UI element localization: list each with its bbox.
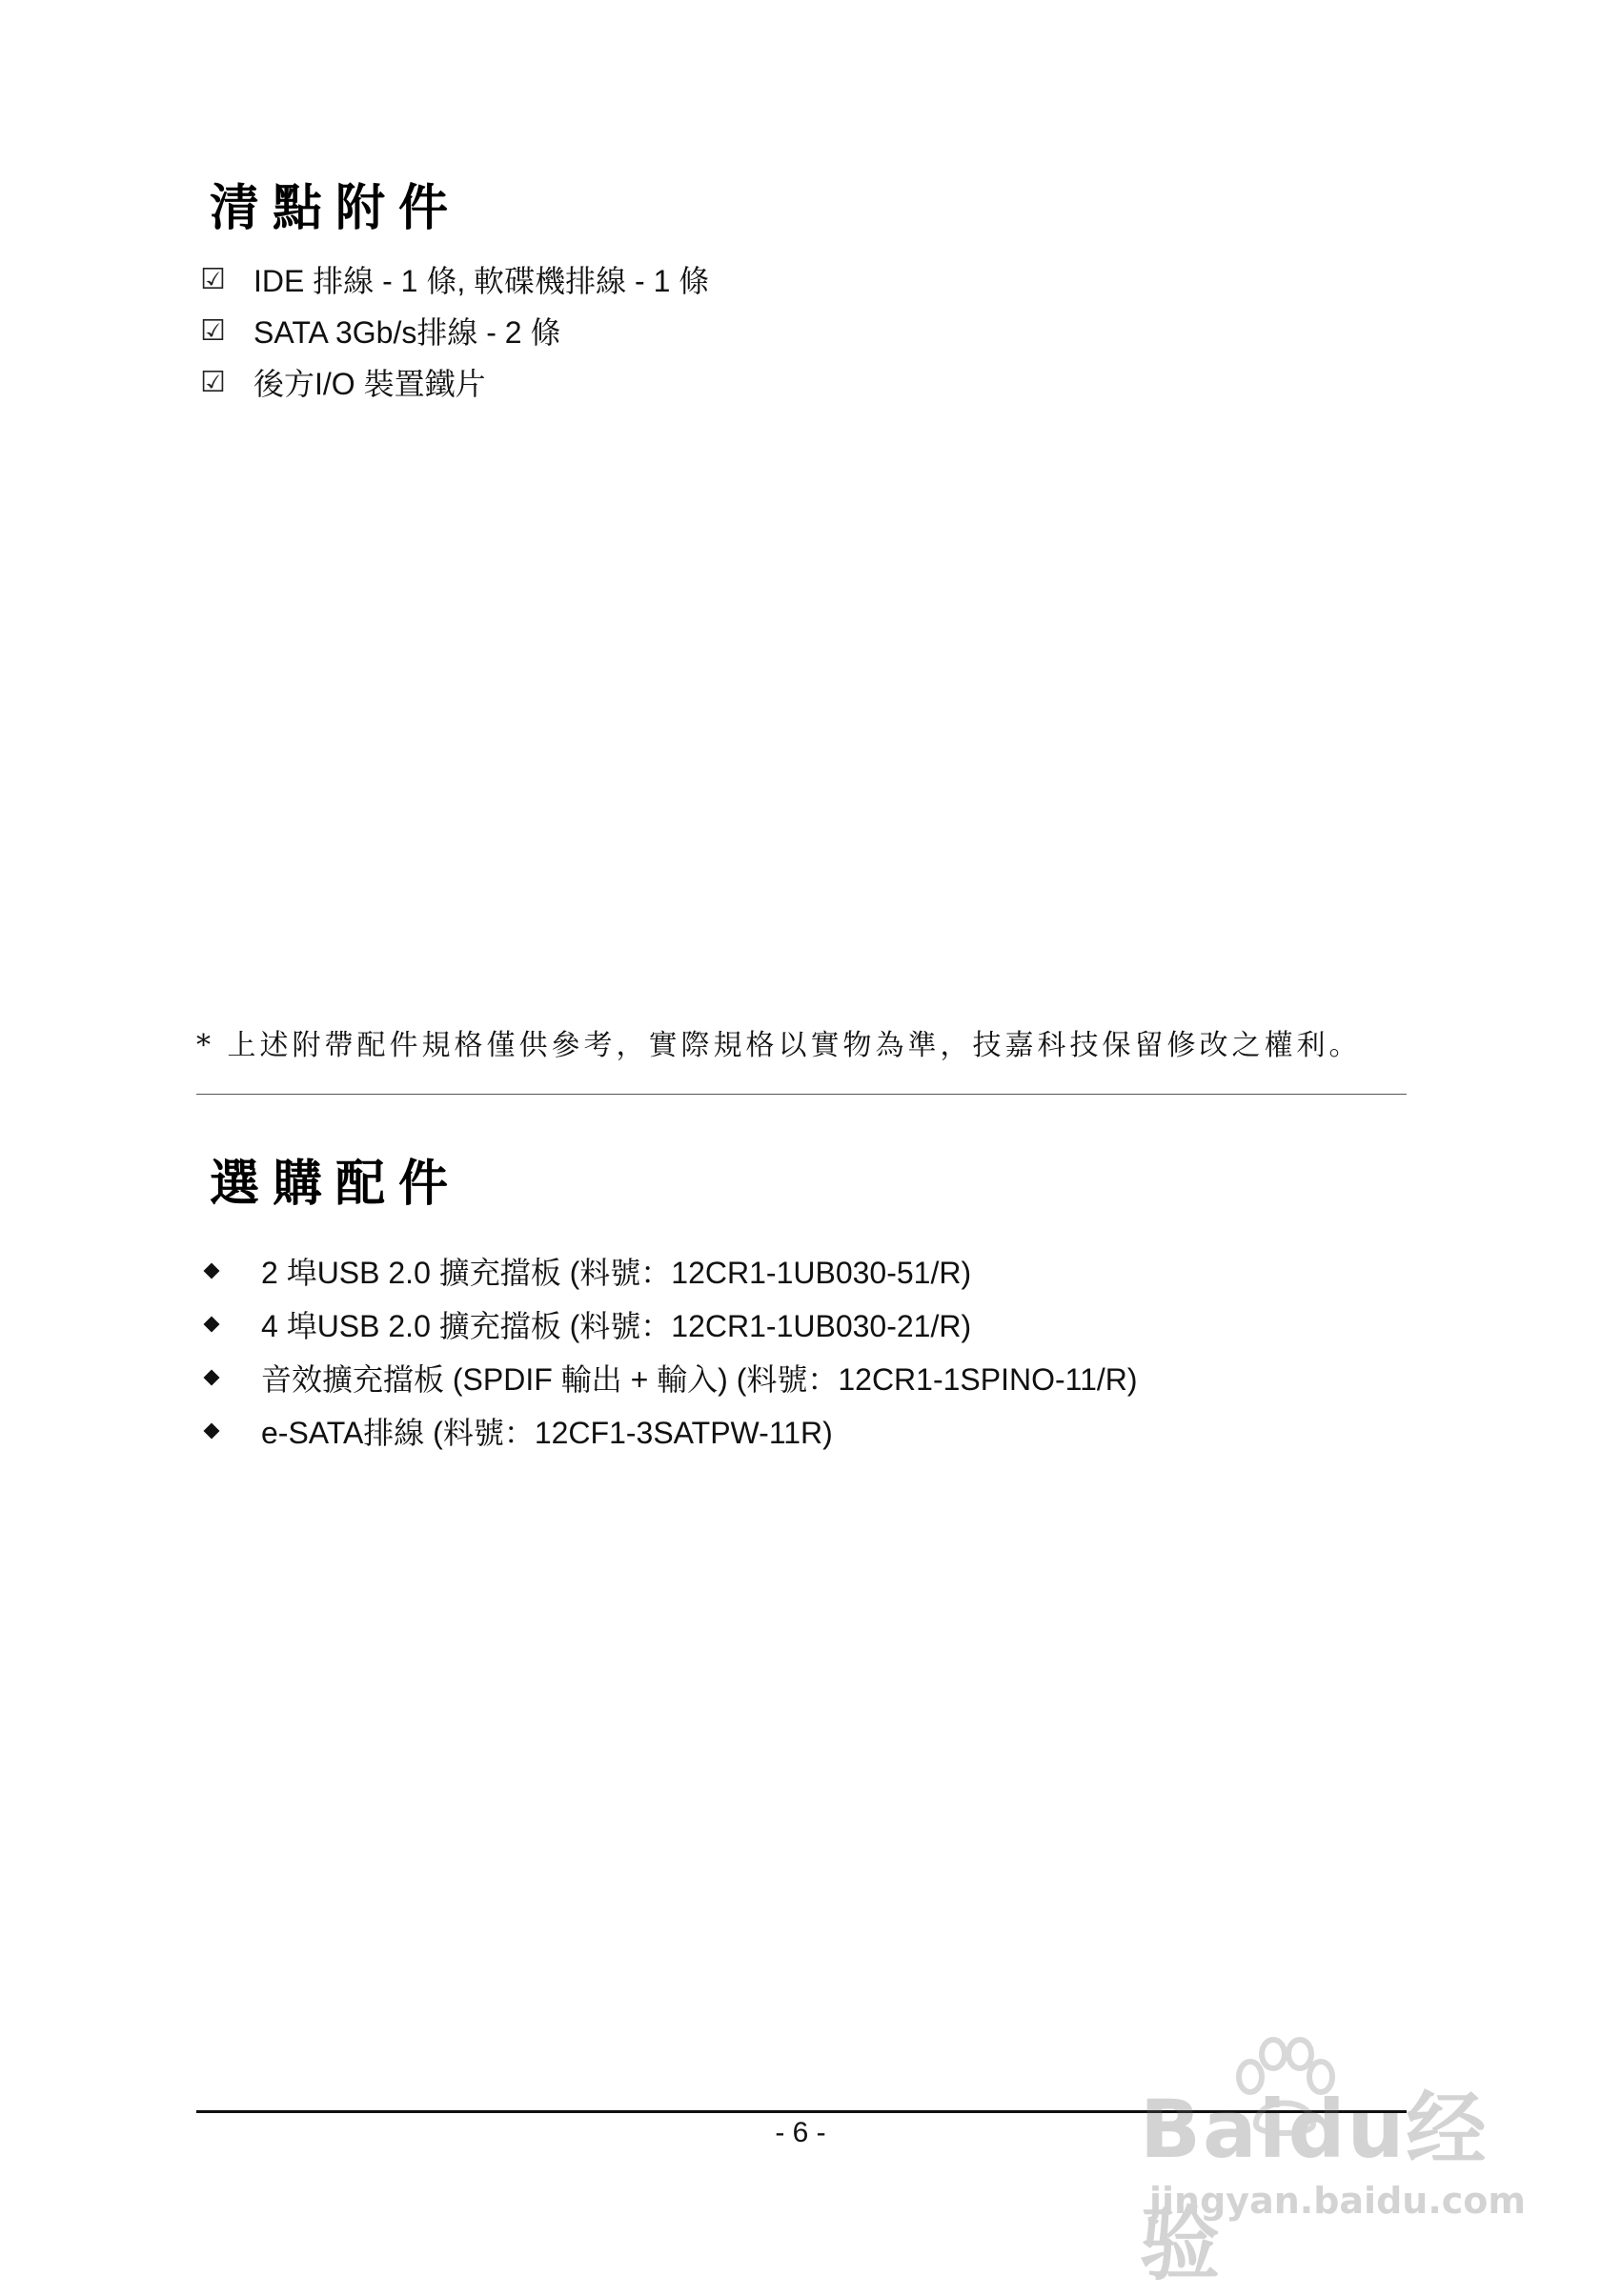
checkbox-checked-icon: ☑ (200, 313, 226, 348)
page-number: - 6 - (775, 2117, 826, 2148)
list-item (200, 1351, 1138, 1404)
checkbox-checked-icon: ☑ (200, 262, 226, 296)
list-item-text: e-SATA排線 (料號：12CF1-3SATPW-11R) (261, 1416, 833, 1450)
diamond-bullet-icon (204, 1423, 220, 1440)
list-item (200, 253, 709, 305)
list-item (200, 305, 709, 356)
section-title-optional-accessories: 選購配件 (210, 1155, 462, 1213)
list-item-text: 2 埠USB 2.0 擴充擋板 (料號：12CR1-1UB030-51/R) (261, 1256, 972, 1290)
diamond-bullet-icon (204, 1370, 220, 1386)
list-item-text: 音效擴充擋板 (SPDIF 輸出 + 輸入) (料號：12CR1-1SPINO-11/R) (261, 1362, 1138, 1397)
diamond-bullet-icon (204, 1317, 220, 1333)
section-title-included-accessories: 清點附件 (210, 179, 462, 237)
list-item (200, 1244, 1138, 1298)
list-item (200, 356, 709, 408)
divider (196, 1094, 1407, 1095)
list-item-text: IDE 排線 - 1 條, 軟碟機排線 - 1 條 (253, 264, 710, 298)
list-item (200, 1404, 1138, 1458)
watermark-url: jingyan.baidu.com (1149, 2180, 1526, 2222)
list-item (200, 1298, 1138, 1351)
included-accessories-list (200, 253, 709, 408)
checkbox-checked-icon: ☑ (200, 365, 226, 399)
list-item-text: SATA 3Gb/s排線 - 2 條 (253, 315, 561, 350)
diamond-bullet-icon (204, 1263, 220, 1279)
list-item-text: 4 埠USB 2.0 擴充擋板 (料號：12CR1-1UB030-21/R) (261, 1309, 972, 1343)
optional-accessories-list (200, 1244, 1138, 1458)
list-item-text: 後方I/O 裝置鐵片 (253, 367, 486, 401)
watermark-brand: Baidu经验 (1140, 2083, 1489, 2291)
baidu-jingyan-watermark (1140, 2037, 1526, 2291)
disclaimer-note: * 上述附帶配件規格僅供參考，實際規格以實物為準，技嘉科技保留修改之權利。 (196, 1029, 1362, 1062)
